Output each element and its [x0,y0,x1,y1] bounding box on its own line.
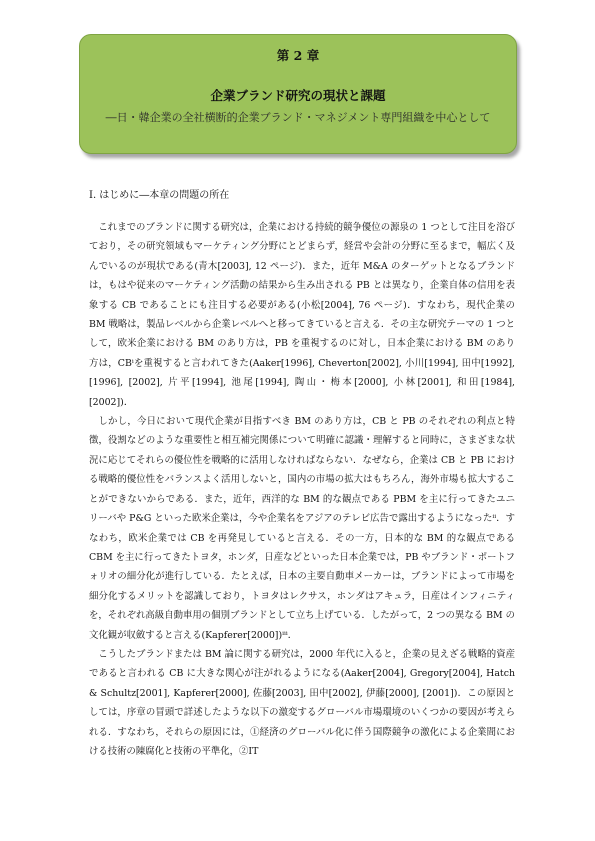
section-heading: Ⅰ. はじめに―本章の問題の所在 [89,190,230,201]
chapter-subtitle: ―日・韓企業の全社横断的企業ブランド・マネジメント専門組織を中心として [105,111,491,124]
paragraph-3: こうしたブランドまたは BM 論に関する研究は，2000 年代に入ると，企業の見えざる戦略的資産であると言われる CB に大きな関心が注がれるようになる(Aaker[2004], Gregory[2004], Hatch & Schultz[2001], Kapferer[2000], 佐藤[2003], 田中[2002], 伊藤[2000], [2001])．この原因としては，序章の冒頭で詳述したような以下の激変するグローバル市場環境のいくつかの要因が考えられる．すなわち，それらの原因には，①経済のグローバル化に伴う国際競争の激化による企業間における技術の陳腐化と技術の平準化，②IT [89,648,515,757]
paragraph-1: これまでのブランドに関する研究は，企業における持続的競争優位の源泉の 1 つとして注目を浴びており，その研究領域もマーケティング分野にとどまらず，経営や会計の分野に至るまで，幅広く及んでいるのが現状である(青木[2003], 12 ページ)．また，近年 M&A のターゲットとなるブランドは，もはや従来のマーケティング活動の結果から生み出される PB とは異なり，企業自体の信用を表象する CB であることにも注目する必要がある(小松[2004], 76 ページ)．すなわち，現代企業の BM 戦略は，製品レベルから企業レベルへと移ってきていると言える．その主な研究テーマの 1 つとして，欧米企業における BM のあり方は，PB を重視するのに対し，日本企業における BM のあり方は，CBⁱを重視すると言われてきた(Aaker[1996], Cheverton[2002], 小川[1994], 田中[1992], [1996], [2002], 片平[1994], 池尾[1994], 陶山・梅本[2000], 小林[2001], 和田[1984], [2002])． [89,222,515,408]
chapter-number: 第 2 章 [276,48,320,63]
body-text [89,218,515,761]
chapter-title: 企業ブランド研究の現状と課題 [210,88,386,103]
paragraph-2: しかし，今日において現代企業が目指すべき BM のあり方は，CB と PB のそれぞれの利点と特徴，役割などのような重要性と相互補完関係について明確に認識・理解すると同時に，さまざまな状況に応じてそれらの優位性を戦略的に活用しなければならない．なぜなら，企業は CB と PB における戦略的優位性をバランスよく活用しないと，国内の市場の拡大はもちろん，海外市場も拡大することができないからである．また，近年，西洋的な BM 的な観点である PBM を主に行ってきたユニリーバや P&G といった欧米企業は，今や企業名をアジアのテレビ広告で露出するようになったⁱⁱ．すなわち，欧米企業では CB を再発見していると言える．その一方，日本的な BM 的な観点である CBM を主に行ってきたトヨタ，ホンダ，日産などといった日本企業では，PB やブランド・ポートフォリオの細分化が進行している．たとえば，日本の主要自動車メーカーは，ブランドによって市場を細分化するメリットを認識しており，トヨタはレクサス，ホンダはアキュラ，日産はインフィニティを，それぞれ高級自動車用の個別ブランドとして立ち上げている．したがって，2 つの異なる BM の文化観が収斂すると言える(Kapferer[2000])ⁱⁱⁱ． [89,416,515,641]
chapter-banner [79,34,517,154]
